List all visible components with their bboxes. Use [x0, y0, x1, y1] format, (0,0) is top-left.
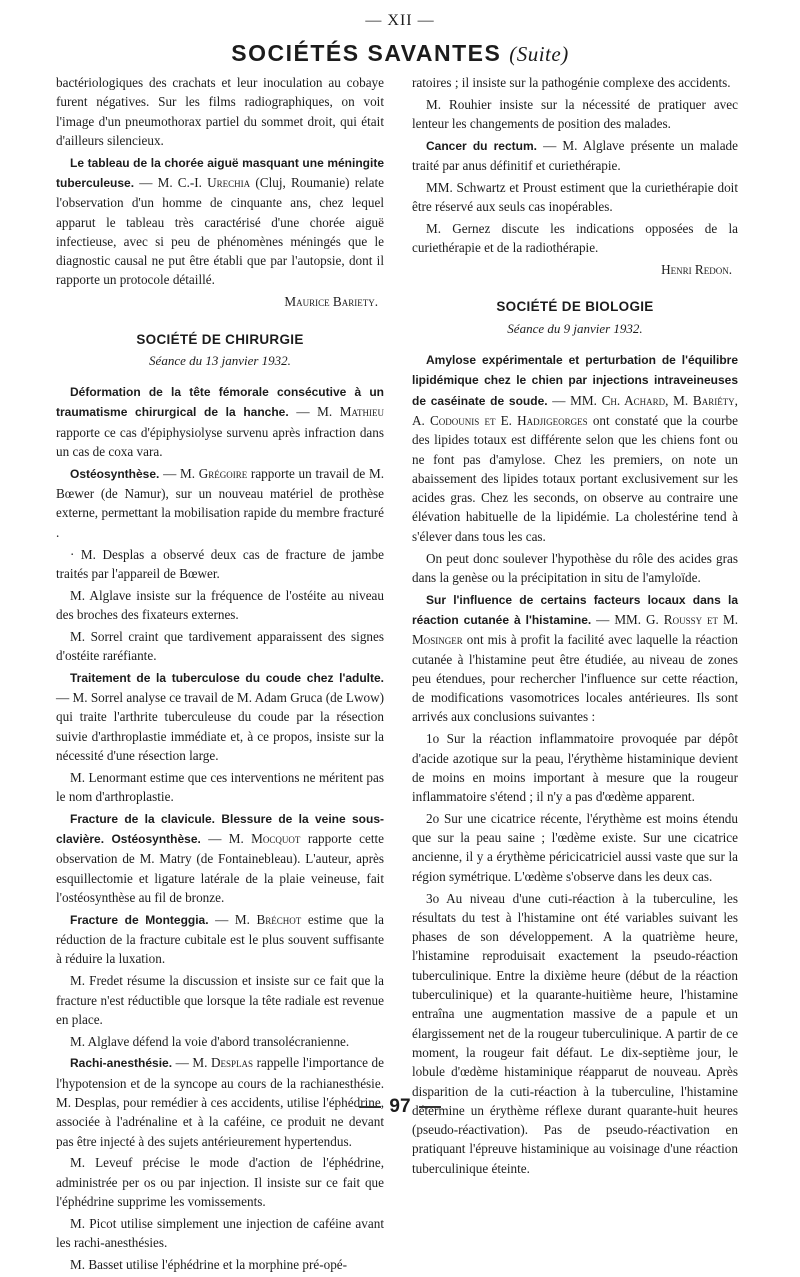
item-title: Fracture de la clavicule. Blessure de la veine sous-clavière. Ostéosynthèse.	[56, 811, 384, 847]
paragraph: ratoires ; il insiste sur la pathogénie complexe des accidents.	[412, 75, 731, 90]
item-title: Fracture de Monteggia.	[70, 912, 209, 927]
item-title: Amylose expérimentale et perturbation de l'équilibre lipidémique chez le chien par injections intraveineuses de caséinate de soude.	[412, 353, 738, 408]
right-column	[412, 73, 738, 1181]
paragraph: M. Basset utilise l'éphédrine et la morphine pré-opé-	[70, 1256, 348, 1272]
paragraph: Fracture de la clavicule. Blessure de la veine sous-clavière. Ostéosynthèse. — M. Mocquot rapporte cette observation de M. Matry (de Fontainebleau). L'auteur, après esquillectomie et ligature latérale de la plaie veineuse, fait l'ostéosynthèse au fil de bronze.	[56, 811, 385, 906]
paragraph: Déformation de la tête fémorale consécutive à un traumatisme chirurgical de la hanche. — M. Mathieu rapporte ce cas d'épiphysiolyse survenu après infraction dans un cas de coxa vara.	[56, 385, 385, 460]
paragraph: M. Fredet résume la discussion et insiste sur ce fait que la fracture n'est réductible que lorsque la tête radiale est revenue en place.	[56, 973, 384, 1027]
section-date: Séance du 9 janvier 1932.	[507, 320, 643, 336]
author: M. C.-I. Urechia	[157, 174, 251, 190]
page-footer	[0, 1096, 800, 1118]
footer-page-number: 97	[389, 1096, 411, 1117]
paragraph: M. Alglave insiste sur la fréquence de l'ostéite au niveau des broches des fixateurs externes.	[56, 587, 384, 622]
paragraph: bactériologiques des crachats et leur inoculation au cobaye furent négatives. Sur les films radiographiques, on voit l'image d'un pneumothorax partiel du sommet droit, qui était d'ailleurs silencieux.	[56, 75, 384, 148]
author: M. Grégoire	[179, 465, 248, 481]
paragraph: 3o Au niveau d'une cuti-réaction à la tuberculine, les résultats du test à l'histamine ont été variables suivant les phases de son développement. A la quatrième heure, l'histamine reproduisait exactement la pseudo-réaction tuberculinique. Entre la dixième heure (début de la réaction tuberculinique) et la quarante-huitième heure, l'histamine entraîna une augmentation massive de a papule et un élargissement net de la rougeur tuberculinique. A partir de ce moment, la rougeur fait défaut. Le dix-septième jour, le lobule d'œdème histaminique réapparut de nouveau. Après disparition de la cuti-réaction à la tuberculine, l'histamine détermine un érythème réflexe durant quarante-huit heures (pseudo-réactivation). Pas de pseudo-réactivation en pratiquant l'épreuve histaminique au voisinage d'une réaction tuberculinique éteinte.	[412, 890, 738, 1176]
item-title: Sur l'influence de certains facteurs locaux dans la réaction cutanée à l'histamine.	[412, 592, 738, 627]
item-title: Le tableau de la chorée aiguë masquant une méningite tuberculeuse.	[56, 155, 384, 190]
paragraph: On peut donc soulever l'hypothèse du rôle des acides gras dans la genèse ou la précipitation in situ de l'amyloïde.	[412, 550, 738, 585]
paragraph: MM. Schwartz et Proust estiment que la curiethérapie doit être réservé aux seuls cas inopérables.	[412, 179, 738, 215]
paragraph: Cancer du rectum. — M. Alglave présente un malade traité par anus définitif et curiethérapie.	[412, 137, 738, 174]
paragraph: M. Gernez discute les indications opposées de la curiethérapie et de la radiothérapie.	[412, 221, 738, 256]
paragraph: Amylose expérimentale et perturbation de l'équilibre lipidémique chez le chien par injections intraveineuses de caséinate de soude. — MM. Ch. Achard, M. Bariéty, A. Codounis et E. Hadjigeorges ont constaté que la courbe des lipides totaux est différente selon que les chiens font ou ne font pas d'amylose. Chez les premiers, on note un abaissement des lipides totaux portant exclusivement sur les acides gras. Chez les seconds, on observe au contraire une élévation habituelle de la lipidémie. La cholestérine tend à s'élever dans tous les cas.	[412, 353, 738, 544]
paragraph: M. Sorrel craint que tardivement apparaissent des signes d'ostéite raréfiante.	[56, 628, 384, 664]
section-title: SOCIÉTÉ DE BIOLOGIE	[496, 299, 654, 315]
paragraph: 1o Sur la réaction inflammatoire provoquée par dépôt d'acide azotique sur la peau, l'érythème histaminique devient de moins en moins important à mesure que la rougeur inflammatoire s'étend ; il n'y a pas d'œdème apparent.	[412, 731, 738, 805]
footer-dash	[419, 1106, 441, 1108]
author: M. Desplas	[192, 1055, 254, 1071]
paragraph: 2o Sur une cicatrice récente, l'érythème est moins étendu que sur la peau saine ; l'œdème existe. Sur une cicatrice ancienne, il y a érythème péricicatriciel aussi vaste que sur la région symétrique. L'œdème s'observe dans les deux cas.	[412, 810, 738, 884]
paragraph: M. Leveuf précise le mode d'action de l'éphédrine, administrée per os ou par injection. Il insiste sur ce fait que l'éphédrine supprime les vomissements.	[56, 1155, 384, 1210]
heading-suite: (Suite)	[509, 42, 569, 66]
author: MM. Ch. Achard, M. Bariéty, A. Codounis et E. Hadjigeorges	[412, 392, 738, 428]
author: M. Mathieu	[317, 404, 385, 420]
paragraph: M. Picot utilise simplement une injection de caféine avant les rachi-anesthésies.	[56, 1215, 384, 1251]
paragraph: M. Lenormant estime que ces interventions ne méritent pas le nom d'arthroplastie.	[56, 769, 384, 805]
signature: Henri Redon.	[661, 262, 732, 278]
roman-page-number: — XII —	[365, 12, 435, 29]
item-title: Traitement de la tuberculose du coude chez l'adulte.	[70, 670, 384, 685]
page-heading	[0, 40, 800, 67]
section-date: Séance du 13 janvier 1932.	[149, 352, 291, 368]
paragraph: Traitement de la tuberculose du coude chez l'adulte. — M. Sorrel analyse ce travail de M. Adam Gruca (de Lwow) qui traite l'arthrite tuberculeuse du coude par la résection suivie d'arthroplastie immédiate et, à ce propos, insiste sur la nécessité d'une résection large.	[56, 670, 384, 763]
paragraph: Ostéosynthèse. — M. Grégoire rapporte un travail de M. Bœwer (de Namur), sur un nouveau matériel de prothèse externe, permettant la mobilisation rapide du membre fracturé .	[56, 465, 385, 540]
author: M. Mocquot	[228, 831, 301, 847]
item-title: Déformation de la tête fémorale consécutive à un traumatisme chirurgical de la hanche.	[56, 385, 384, 420]
paragraph: · M. Desplas a observé deux cas de fracture de jambe traités par l'appareil de Bœwer.	[56, 546, 384, 581]
paragraph: M. Alglave défend la voie d'abord transolécranienne.	[70, 1033, 350, 1049]
heading-title: SOCIÉTÉS SAVANTES	[231, 40, 502, 66]
item-title: Ostéosynthèse.	[70, 466, 160, 481]
section-title: SOCIÉTÉ DE CHIRURGIE	[136, 331, 304, 347]
paragraph: Sur l'influence de certains facteurs locaux dans la réaction cutanée à l'histamine. — MM. G. Roussy et M. Mosinger ont mis à profit la facilité avec laquelle la réaction cutanée à l'histamine peut être étudiée, au niveau de zones peu étendues, pour rechercher l'influence sur cette réaction, de modifications vasomotrices locales antérieures. Ils sont arrivés aux conclusions suivantes :	[412, 592, 739, 725]
item-title: Rachi-anesthésie.	[70, 1056, 173, 1071]
item-title: Cancer du rectum.	[426, 138, 537, 153]
paragraph: Rachi-anesthésie. — M. Desplas rappelle l'importance de l'hypotension et de la syncope au cours de la rachianesthésie. M. Desplas, pour remédier à ces accidents, utilise l'éphédrine, associée à l'adrénaline et à la caféine, ce produit ne devant pas être injecté à des sujets antérieurement hypertendus.	[56, 1055, 385, 1149]
paragraph: M. Rouhier insiste sur la nécessité de pratiquer avec lenteur les changements de position des malades.	[412, 96, 738, 132]
author: MM. G. Roussy et M. Mosinger	[412, 611, 739, 648]
paragraph: Fracture de Monteggia. — M. Bréchot estime que la réduction de la fracture cubitale est le plus souvent suffisante à réduire la luxation.	[56, 911, 384, 967]
signature: Maurice Bariety.	[284, 294, 378, 310]
paragraph: Le tableau de la chorée aiguë masquant une méningite tuberculeuse. — M. C.-I. Urechia (Cluj, Roumanie) relate l'observation d'un homme de cinquante ans, chez lequel apparut le tableau très caractérisé d'une chorée aiguë infectieuse, avec si peu de phénomènes méningés que le diagnostic causal ne put être établi que par l'autopsie, dont il rapporte un protocole détaillé.	[56, 155, 385, 288]
author: M. Bréchot	[234, 911, 302, 927]
footer-dash	[359, 1106, 381, 1108]
